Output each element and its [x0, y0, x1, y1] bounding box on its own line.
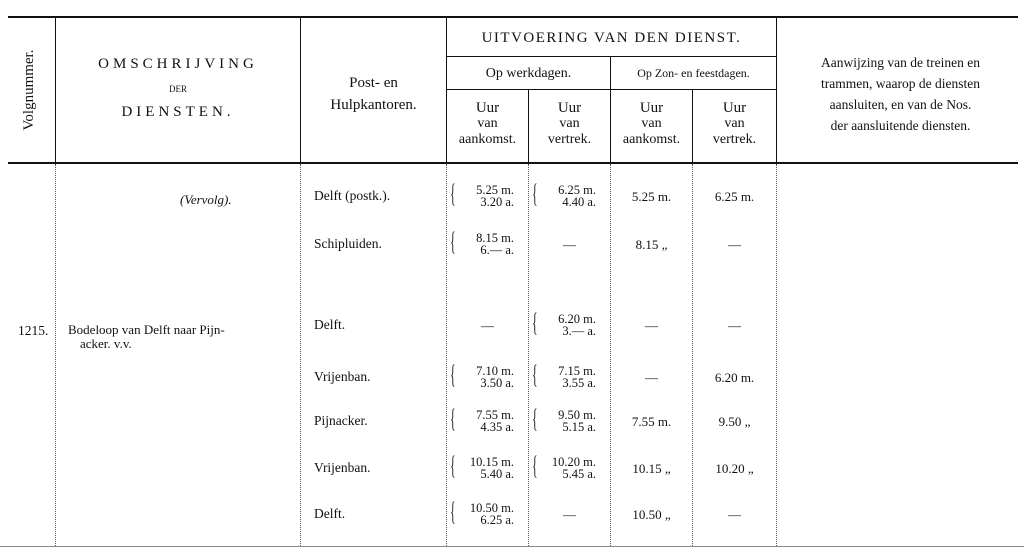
- time-value: 5.25 m.: [631, 189, 672, 204]
- time-value: 10.15 „: [632, 461, 671, 476]
- body-col-line-5: [610, 164, 611, 546]
- aanwijzing-header: [777, 52, 1024, 136]
- place-name: Schipluiden.: [314, 236, 382, 251]
- time-value: 7.55 m.: [476, 408, 514, 422]
- time-value: 10.50 „: [632, 507, 671, 522]
- time-pair: [537, 365, 596, 389]
- top-rule: [8, 16, 1018, 18]
- brace-icon: {: [450, 360, 456, 389]
- time-value: 3.50 a.: [480, 376, 514, 390]
- time-value: 9.50 m.: [558, 408, 596, 422]
- time-value: 10.50 m.: [469, 501, 514, 515]
- feestdagen-header: Op Zon- en feestdagen.: [637, 66, 750, 80]
- time-value: 5.15 a.: [562, 420, 596, 434]
- time-value: 5.25 m.: [476, 183, 514, 197]
- time-value: 7.55 m.: [631, 414, 672, 429]
- place-name: Vrijenban.: [314, 460, 371, 475]
- time-value: 6.25 m.: [558, 183, 596, 197]
- van-label: van: [477, 116, 498, 131]
- time-value: 8.15 „: [635, 237, 668, 252]
- brace-icon: {: [450, 497, 456, 526]
- place-name: Delft (postk.).: [314, 188, 391, 203]
- body-col-line-1: [55, 164, 56, 546]
- van-label: van: [559, 116, 580, 131]
- brace-icon: {: [532, 451, 538, 480]
- time-value: —: [728, 237, 741, 252]
- omschrijving-line1: OMSCHRIJVING: [98, 56, 258, 72]
- aanwijzing-line1: Aanwijzing van de treinen en: [821, 55, 980, 70]
- place-name: Delft.: [314, 317, 346, 332]
- header-bottom-rule: [8, 162, 1018, 164]
- van-label: van: [724, 116, 745, 131]
- time-pair: [455, 409, 514, 433]
- brace-icon: {: [532, 404, 538, 433]
- time-value: —: [481, 318, 494, 333]
- uur-label: Uur: [639, 100, 664, 116]
- time-value: 4.40 a.: [562, 195, 596, 209]
- volgnummer-header: Volgnummer.: [21, 49, 37, 131]
- body-col-line-4: [528, 164, 529, 546]
- service-number: 1215.: [18, 323, 49, 338]
- time-value: 7.15 m.: [558, 364, 596, 378]
- time-value: 6.20 m.: [714, 370, 755, 385]
- bottom-rule: [0, 546, 1024, 547]
- brace-icon: {: [532, 308, 538, 337]
- werkdagen-rule: [446, 89, 776, 90]
- aanwijzing-line3: aansluiten, en van de Nos.: [829, 97, 972, 112]
- vertrek-label: vertrek.: [712, 132, 757, 147]
- brace-icon: {: [532, 179, 538, 208]
- aanwijzing-line2: trammen, waarop de diensten: [821, 76, 980, 91]
- time-value: —: [645, 318, 658, 333]
- time-pair: [537, 456, 596, 480]
- time-value: 6.25 m.: [714, 189, 755, 204]
- place-name: Vrijenban.: [314, 369, 371, 384]
- omschrijving-line2: DER: [169, 84, 187, 94]
- uur-label: Uur: [722, 100, 747, 116]
- time-value: 3.— a.: [562, 324, 596, 338]
- aankomst-label: aankomst.: [622, 132, 681, 147]
- time-value: 5.40 a.: [480, 467, 514, 481]
- time-value: 8.15 m.: [476, 231, 514, 245]
- time-value: 10.20 „: [715, 461, 754, 476]
- brace-icon: {: [450, 404, 456, 433]
- service-desc-line1: Bodeloop van Delft naar Pijn-: [68, 322, 225, 337]
- body-col-line-6: [692, 164, 693, 546]
- time-value: —: [728, 507, 741, 522]
- brace-icon: {: [532, 360, 538, 389]
- uitvoering-header: UITVOERING VAN DEN DIENST.: [481, 30, 742, 46]
- service-desc-line2: acker. v.v.: [80, 336, 132, 351]
- place-name: Pijnacker.: [314, 413, 368, 428]
- wk-arrival-header: [447, 100, 528, 148]
- time-pair: [455, 502, 514, 526]
- van-label: van: [641, 116, 662, 131]
- time-value: —: [563, 237, 576, 252]
- time-pair: [537, 409, 596, 433]
- time-value: 10.20 m.: [551, 455, 596, 469]
- uitvoering-rule: [446, 56, 776, 57]
- brace-icon: {: [450, 179, 456, 208]
- time-value: —: [728, 318, 741, 333]
- werkdagen-header: Op werkdagen.: [485, 66, 572, 81]
- brace-icon: {: [450, 227, 456, 256]
- omschrijving-line3: DIENSTEN.: [121, 104, 235, 120]
- time-value: —: [645, 370, 658, 385]
- service-description: [68, 323, 225, 351]
- body-col-line-2: [300, 164, 301, 546]
- time-value: 3.55 a.: [562, 376, 596, 390]
- body-col-line-7: [776, 164, 777, 546]
- time-pair: [537, 313, 596, 337]
- time-value: 7.10 m.: [476, 364, 514, 378]
- omschrijving-header: [56, 56, 300, 120]
- zn-departure-header: [693, 100, 776, 148]
- time-pair: [455, 456, 514, 480]
- wk-departure-header: [529, 100, 610, 148]
- post-header: [301, 72, 446, 116]
- uur-label: Uur: [557, 100, 582, 116]
- time-pair: [455, 184, 514, 208]
- zn-arrival-header: [611, 100, 692, 148]
- post-line1: Post- en: [349, 75, 398, 91]
- time-value: —: [563, 507, 576, 522]
- aankomst-label: aankomst.: [458, 132, 517, 147]
- post-line2: Hulpkantoren.: [330, 97, 417, 113]
- body-col-line-3: [446, 164, 447, 546]
- time-value: 10.15 m.: [469, 455, 514, 469]
- brace-icon: {: [450, 451, 456, 480]
- time-value: 5.45 a.: [562, 467, 596, 481]
- time-value: 9.50 „: [718, 414, 751, 429]
- vervolg-label: (Vervolg).: [180, 192, 232, 207]
- time-value: 6.25 a.: [480, 513, 514, 527]
- time-value: 6.— a.: [480, 243, 514, 257]
- time-value: 3.20 a.: [480, 195, 514, 209]
- time-pair: [455, 365, 514, 389]
- aanwijzing-line4: der aansluitende diensten.: [830, 118, 971, 133]
- time-value: 6.20 m.: [558, 312, 596, 326]
- vertrek-label: vertrek.: [547, 132, 592, 147]
- uur-label: Uur: [475, 100, 500, 116]
- time-pair: [455, 232, 514, 256]
- time-value: 4.35 a.: [480, 420, 514, 434]
- time-pair: [537, 184, 596, 208]
- place-name: Delft.: [314, 506, 346, 521]
